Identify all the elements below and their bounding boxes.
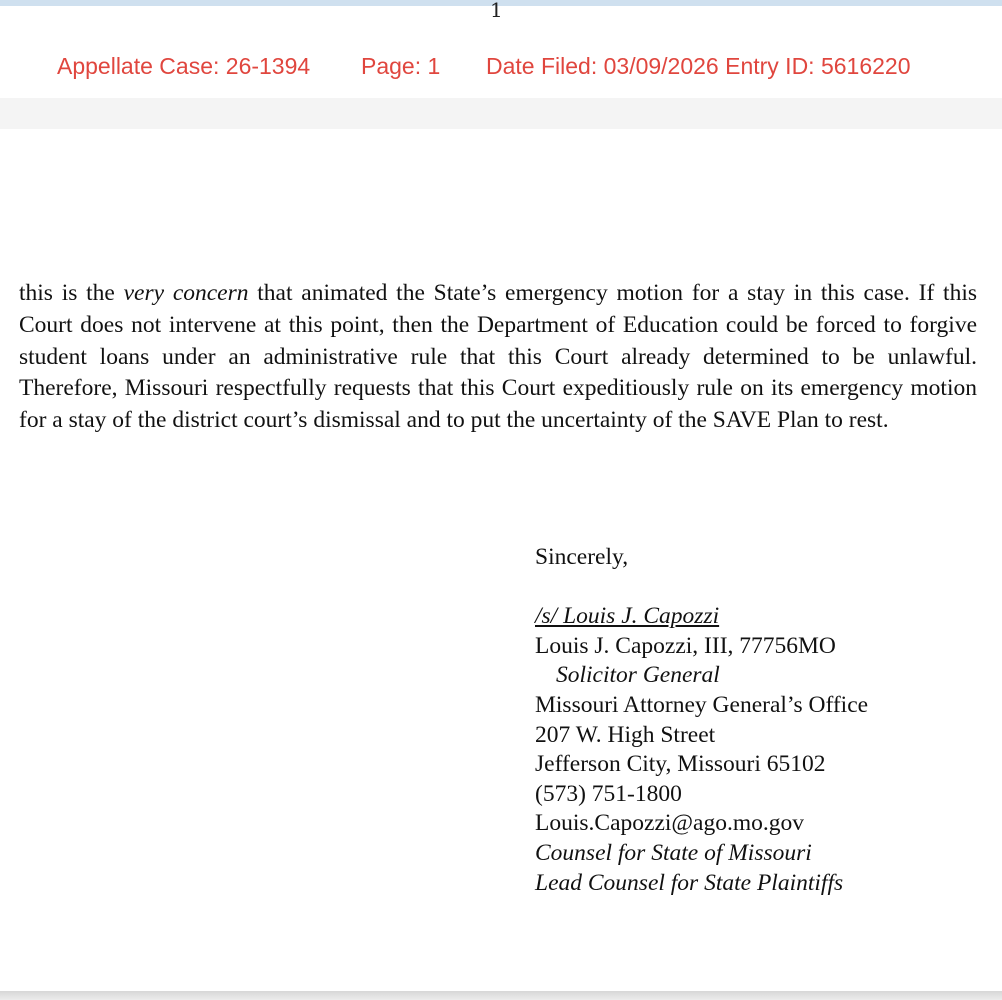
street-address: 207 W. High Street bbox=[535, 721, 716, 748]
page-number-stamp: Page: 1 bbox=[361, 53, 441, 79]
case-number-stamp: Appellate Case: 26-1394 bbox=[57, 53, 311, 79]
counsel-role: Counsel for State of Missouri bbox=[535, 839, 812, 866]
body-text-emphasis: very concern bbox=[123, 280, 249, 306]
bottom-page-edge bbox=[0, 991, 1002, 1000]
closing: Sincerely, bbox=[535, 544, 629, 570]
body-paragraph bbox=[19, 278, 977, 437]
date-filed-stamp: Date Filed: 03/09/2026 Entry ID: 5616220 bbox=[486, 53, 911, 79]
spacer bbox=[535, 573, 868, 603]
office-name: Missouri Attorney General’s Office bbox=[535, 691, 869, 718]
electronic-signature: /s/ Louis J. Capozzi bbox=[535, 603, 720, 630]
page-gap bbox=[0, 98, 1002, 129]
signature-block bbox=[535, 543, 868, 898]
phone-number: (573) 751-1800 bbox=[535, 780, 682, 807]
email-address: Louis.Capozzi@ago.mo.gov bbox=[535, 810, 804, 837]
previous-page-number: 1 bbox=[490, 0, 503, 22]
city-state-zip: Jefferson City, Missouri 65102 bbox=[535, 751, 826, 778]
signer-title: Solicitor General bbox=[556, 662, 720, 689]
body-text-start: this is the bbox=[19, 280, 124, 306]
signer-name: Louis J. Capozzi, III, 77756MO bbox=[535, 632, 836, 659]
body-text-rest: that animated the State’s emergency motion for a stay in this case. If this Court does not intervene at this point, then the Department of Education could be forced to forgive student loans under an administrative rule that this Court already determined to be unlawful. Therefore, Missouri respectfully requests that this Court expeditiously rule on its emergency motion for a stay of the district court’s dismissal and to put the uncertainty of the SAVE Plan to rest. bbox=[19, 280, 977, 434]
lead-counsel-role: Lead Counsel for State Plaintiffs bbox=[535, 869, 844, 896]
